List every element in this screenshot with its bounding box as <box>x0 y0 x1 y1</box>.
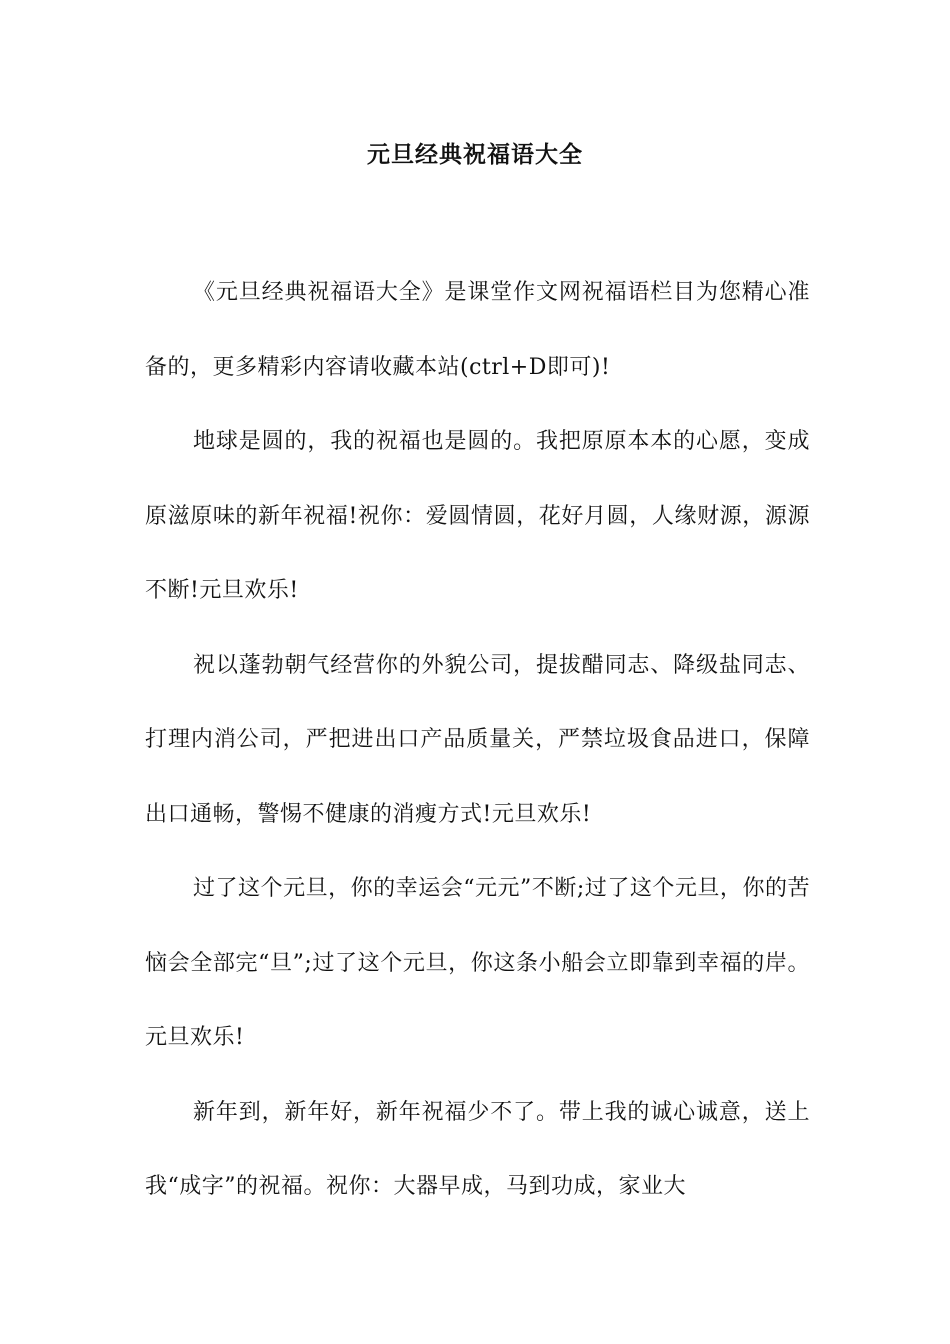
paragraph-after-new-year: 过了这个元旦，你的幸运会“元元”不断;过了这个元旦，你的苦恼会全部完“旦”;过了这个元旦，你这条小船会立即靠到幸福的岸。元旦欢乐! <box>145 876 810 1050</box>
paragraph-intro: 《元旦经典祝福语大全》是课堂作文网祝福语栏目为您精心准备的，更多精彩内容请收藏本站(ctrl+D即可)! <box>145 280 810 380</box>
paragraph-new-year-arrives: 新年到，新年好，新年祝福少不了。带上我的诚心诚意，送上我“成字”的祝福。祝你：大器早成，马到功成，家业大 <box>145 1099 810 1199</box>
paragraph-earth-round: 地球是圆的，我的祝福也是圆的。我把原原本本的心愿，变成原滋原味的新年祝福!祝你：爱圆情圆，花好月圆，人缘财源，源源不断!元旦欢乐! <box>145 429 810 603</box>
document-title: 元旦经典祝福语大全 <box>367 141 583 168</box>
paragraph-appearance-company: 祝以蓬勃朝气经营你的外貌公司，提拔醋同志、降级盐同志、打理内消公司，严把进出口产品质量关，严禁垃圾食品进口，保障出口通畅，警惕不健康的消瘦方式!元旦欢乐! <box>145 652 810 827</box>
document-body <box>145 256 810 1225</box>
